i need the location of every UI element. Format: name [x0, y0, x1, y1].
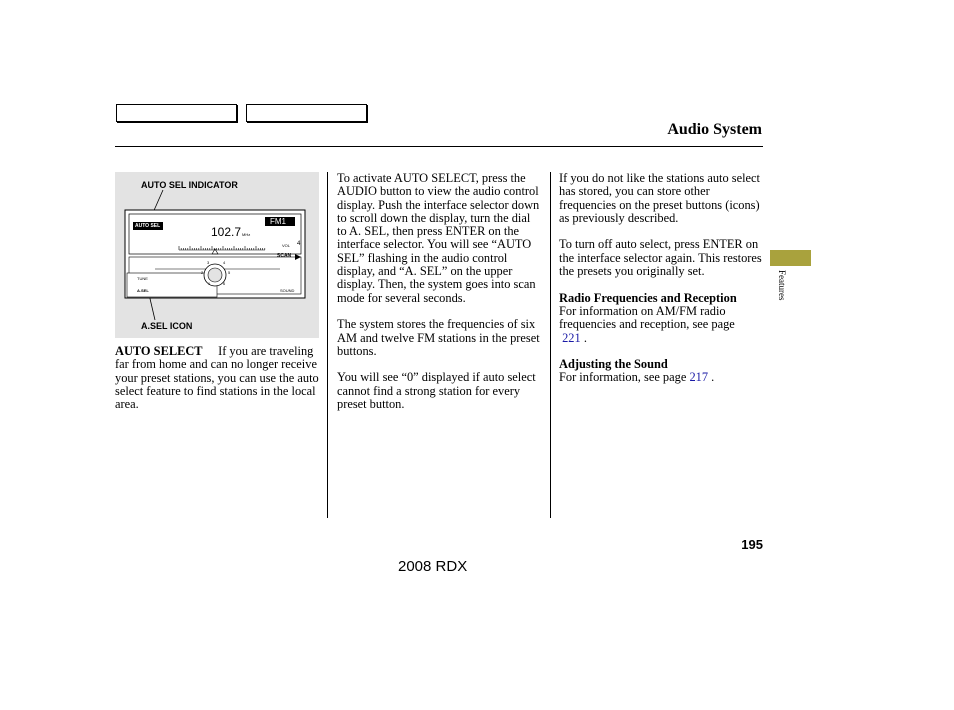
activate-paragraph: To activate AUTO SELECT, press the AUDIO button to view the audio control display. Push the interface selector down to scroll down the display, turn the dial to A. SEL, then press ENTER on the interface selector. You will see “AUTO SEL” flashing in the audio control display, and “A. SEL” on the upper display. Then, the system goes into scan mode for several seconds.	[337, 171, 540, 305]
features-tab[interactable]	[770, 250, 811, 266]
page-title: Audio System	[667, 121, 762, 138]
auto-sel-indicator-text: AUTO SEL	[135, 223, 161, 229]
stores-paragraph: The system stores the frequencies of six AM and twelve FM stations in the preset buttons.	[337, 317, 540, 358]
scan-label: SCAN	[277, 253, 292, 259]
column-2	[337, 172, 543, 425]
auto-select-text: If you are traveling far from home and can no longer receive your preset stations, you can use the auto select feature to find stations in the local area.	[115, 344, 319, 412]
auto-select-heading: AUTO SELECT	[115, 344, 203, 358]
period: .	[583, 330, 587, 345]
period: .	[711, 370, 715, 385]
page-link-221[interactable]: 221	[562, 330, 581, 345]
dial-number: 3	[207, 260, 210, 265]
column-1	[115, 345, 320, 425]
column-divider	[327, 172, 328, 518]
sound-label: SOUND	[280, 288, 295, 293]
turn-off-paragraph: To turn off auto select, press ENTER on the interface selector again. This restores the presets you originally set.	[559, 237, 762, 279]
column-divider	[550, 172, 551, 518]
radio-frequencies-heading: Radio Frequencies and Reception	[559, 290, 737, 305]
radio-frequencies-text: For information on AM/FM radio frequencies and reception, see page	[559, 303, 735, 332]
footer-model: 2008 RDX	[398, 558, 468, 575]
dial-number: 1	[208, 281, 211, 286]
store-other-paragraph: If you do not like the stations auto select has stored, you can store other frequencies on the preset buttons (icons) as previously described.	[559, 171, 760, 225]
nav-box-left[interactable]	[116, 104, 237, 122]
adjusting-sound-heading: Adjusting the Sound	[559, 357, 668, 372]
vol-value: 4	[297, 241, 301, 247]
asel-label: A.SEL	[137, 288, 149, 293]
figure-label-asel-icon: A.SEL ICON	[141, 321, 193, 331]
dial-number: 2	[201, 270, 204, 275]
page-number: 195	[741, 537, 763, 552]
dial-number: 4	[223, 260, 226, 265]
nav-box-right[interactable]	[246, 104, 367, 122]
band-text: FM1	[270, 217, 286, 226]
figure-label-auto-sel-indicator: AUTO SEL INDICATOR	[141, 180, 238, 190]
features-tab-label: Features	[777, 270, 787, 301]
page-link-217[interactable]: 217	[689, 370, 709, 385]
adjusting-sound-text: For information, see page	[559, 370, 687, 385]
frequency-unit: MHz	[242, 232, 251, 237]
vol-label: VOL	[282, 243, 291, 248]
frequency-text: 102.7	[211, 225, 242, 239]
header-rule	[115, 146, 763, 147]
dial-number: 6	[223, 281, 226, 286]
zero-paragraph: You will see “0” displayed if auto select cannot find a strong station for every preset button.	[337, 370, 536, 412]
dial-number: 5	[228, 270, 231, 275]
column-3	[559, 172, 765, 398]
audio-display-figure	[115, 172, 319, 338]
tune-label: TUNE	[137, 276, 148, 281]
